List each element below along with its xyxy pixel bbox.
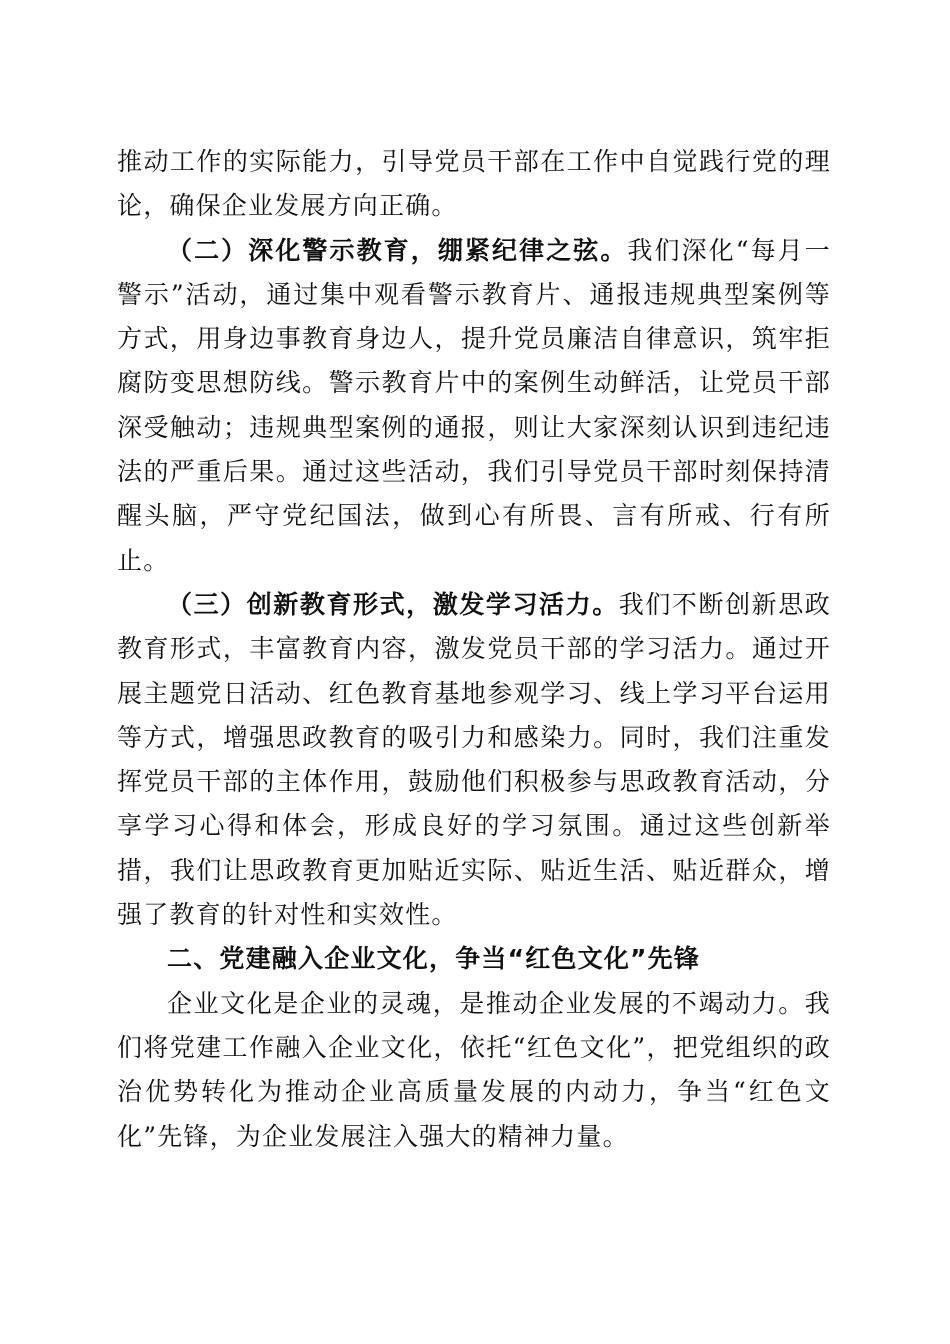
paragraph-text: 推动工作的实际能力，引导党员干部在工作中自觉践行党的理论，确保企业发展方向正确。 xyxy=(117,147,831,221)
paragraph-continuation xyxy=(117,140,831,229)
section-heading: 二、党建融入企业文化，争当“红色文化”先锋 xyxy=(167,944,701,974)
paragraph-innovative-education xyxy=(117,583,831,937)
paragraph-lead-heading: （二）深化警示教育，绷紧纪律之弦。 xyxy=(167,235,628,265)
paragraph-text: 我们不断创新思政教育形式，丰富教育内容，激发党员干部的学习活力。通过开展主题党日活动、红色教育基地参观学习、线上学习平台运用等方式，增强思政教育的吸引力和感染力。同时，我们注重发挥党员干部的主体作用，鼓励他们积极参与思政教育活动，分享学习心得和体会，形成良好的学习氛围。通过这些创新举措，我们让思政教育更加贴近实际、贴近生活、贴近群众，增强了教育的针对性和实效性。 xyxy=(117,589,831,930)
paragraph-corporate-culture xyxy=(117,982,831,1159)
paragraph-text: 我们深化“每月一警示”活动，通过集中观看警示教育片、通报违规典型案例等方式，用身边事教育身边人，提升党员廉洁自律意识，筑牢拒腐防变思想防线。警示教育片中的案例生动鲜活，让党员干部深受触动；违规典型案例的通报，则让大家深刻认识到违纪违法的严重后果。通过这些活动，我们引导党员干部时刻保持清醒头脑，严守党纪国法，做到心有所畏、言有所戒、行有所止。 xyxy=(117,235,831,575)
paragraph-lead-heading: （三）创新教育形式，激发学习活力。 xyxy=(167,589,619,619)
paragraph-warning-education xyxy=(117,229,831,583)
document-body xyxy=(117,140,831,1159)
paragraph-text: 企业文化是企业的灵魂，是推动企业发展的不竭动力。我们将党建工作融入企业文化，依托“红色文化”，把党组织的政治优势转化为推动企业高质量发展的内动力，争当“红色文化”先锋，为企业发展注入强大的精神力量。 xyxy=(117,988,831,1151)
